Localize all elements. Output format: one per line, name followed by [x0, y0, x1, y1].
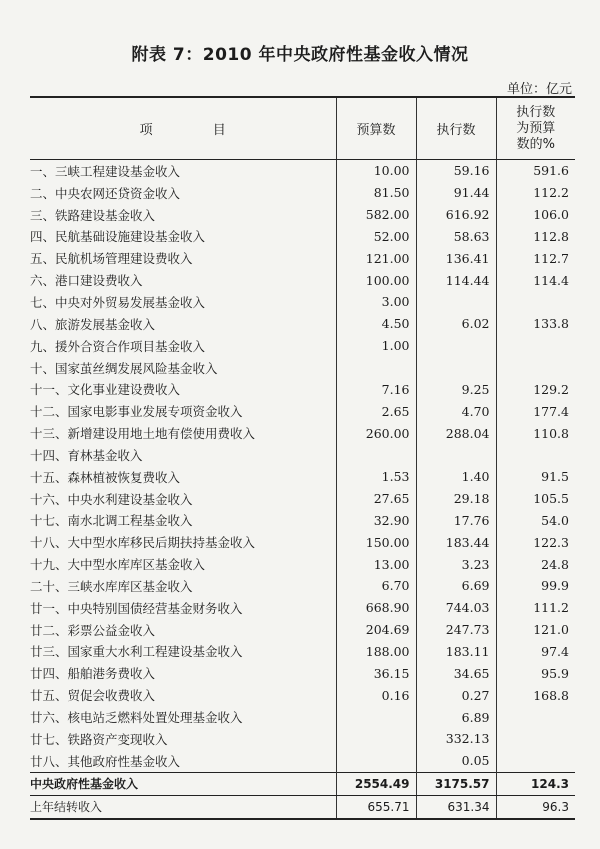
- row-item-label: 廿八、其他政府性基金收入: [30, 753, 181, 769]
- row-budget-value: 2.65: [336, 400, 416, 422]
- table-row: [30, 641, 575, 663]
- row-actual-value: 6.89: [416, 706, 496, 728]
- row-budget-value: 52.00: [336, 226, 416, 248]
- row-ratio-value: 97.4: [496, 641, 575, 663]
- table-row: [30, 684, 575, 706]
- row-item-label: 十三、新增建设用地土地有偿使用费收入: [30, 426, 256, 442]
- row-budget-value: 3.00: [336, 291, 416, 313]
- row-budget-value: [336, 357, 416, 379]
- table-row: [30, 378, 575, 400]
- row-item-label: 廿一、中央特别国债经营基金财务收入: [30, 600, 243, 616]
- column-header-actual: 执行数: [416, 97, 496, 160]
- row-ratio-value: [496, 728, 575, 750]
- table-row: [30, 597, 575, 619]
- table-row: [30, 444, 575, 466]
- row-actual-value: 247.73: [416, 619, 496, 641]
- row-item-label: 七、中央对外贸易发展基金收入: [30, 294, 206, 310]
- row-ratio-value: [496, 444, 575, 466]
- ratio-header-line: 为预算: [516, 120, 556, 136]
- table-row: [30, 422, 575, 444]
- row-ratio-value: 105.5: [496, 488, 575, 510]
- row-ratio-value: 110.8: [496, 422, 575, 444]
- row-ratio-value: 54.0: [496, 510, 575, 532]
- row-budget-value: 10.00: [336, 160, 416, 182]
- row-ratio-value: 133.8: [496, 313, 575, 335]
- row-ratio-value: 177.4: [496, 400, 575, 422]
- row-item-label: 十八、大中型水库移民后期扶持基金收入: [30, 535, 256, 551]
- row-budget-value: 81.50: [336, 182, 416, 204]
- row-budget-value: [336, 750, 416, 772]
- row-ratio-value: 24.8: [496, 553, 575, 575]
- row-budget-value: 32.90: [336, 510, 416, 532]
- row-ratio-value: 129.2: [496, 378, 575, 400]
- carryover-label: 上年结转收入: [30, 795, 336, 819]
- row-ratio-value: 122.3: [496, 531, 575, 553]
- carryover-row: [30, 795, 575, 819]
- row-item-label: 三、铁路建设基金收入: [30, 207, 156, 223]
- row-item-label: 九、援外合资合作项目基金收入: [30, 338, 206, 354]
- row-budget-value: 188.00: [336, 641, 416, 663]
- table-row: [30, 662, 575, 684]
- table-row: [30, 247, 575, 269]
- ratio-header-line: 执行数: [516, 104, 556, 120]
- row-item-label: 十一、文化事业建设费收入: [30, 382, 181, 398]
- row-ratio-value: 168.8: [496, 684, 575, 706]
- row-budget-value: 6.70: [336, 575, 416, 597]
- row-actual-value: [416, 335, 496, 357]
- total-row: [30, 772, 575, 795]
- column-header-ratio: [496, 97, 575, 160]
- row-ratio-value: [496, 291, 575, 313]
- row-budget-value: 7.16: [336, 378, 416, 400]
- row-item-label: 六、港口建设费收入: [30, 273, 143, 289]
- row-actual-value: 616.92: [416, 204, 496, 226]
- table-row: [30, 357, 575, 379]
- row-item-label: 廿五、贸促会收费收入: [30, 688, 156, 704]
- row-actual-value: 4.70: [416, 400, 496, 422]
- row-ratio-value: 591.6: [496, 160, 575, 182]
- table-row: [30, 553, 575, 575]
- row-item-label: 廿四、船舶港务费收入: [30, 666, 156, 682]
- table-row: [30, 226, 575, 248]
- row-actual-value: 0.27: [416, 684, 496, 706]
- row-budget-value: 668.90: [336, 597, 416, 619]
- row-actual-value: 3.23: [416, 553, 496, 575]
- row-item-label: 四、民航基础设施建设基金收入: [30, 229, 206, 245]
- table-row: [30, 750, 575, 772]
- row-ratio-value: [496, 750, 575, 772]
- total-label: 中央政府性基金收入: [30, 772, 336, 795]
- table-row: [30, 182, 575, 204]
- row-item-label: 八、旅游发展基金收入: [30, 316, 156, 332]
- row-budget-value: 582.00: [336, 204, 416, 226]
- row-budget-value: [336, 728, 416, 750]
- row-actual-value: 6.02: [416, 313, 496, 335]
- row-budget-value: [336, 706, 416, 728]
- row-budget-value: 150.00: [336, 531, 416, 553]
- row-budget-value: 1.53: [336, 466, 416, 488]
- table-row: [30, 575, 575, 597]
- table-row: [30, 488, 575, 510]
- row-budget-value: 1.00: [336, 335, 416, 357]
- row-budget-value: 27.65: [336, 488, 416, 510]
- row-actual-value: 91.44: [416, 182, 496, 204]
- table-row: [30, 619, 575, 641]
- row-item-label: 十六、中央水利建设基金收入: [30, 491, 193, 507]
- table-row: [30, 291, 575, 313]
- column-header-item: 项 目: [30, 97, 336, 160]
- total-budget: 2554.49: [336, 772, 416, 795]
- row-actual-value: 183.11: [416, 641, 496, 663]
- row-ratio-value: 106.0: [496, 204, 575, 226]
- row-ratio-value: [496, 335, 575, 357]
- row-actual-value: 58.63: [416, 226, 496, 248]
- row-budget-value: 100.00: [336, 269, 416, 291]
- row-ratio-value: 112.7: [496, 247, 575, 269]
- row-actual-value: 332.13: [416, 728, 496, 750]
- row-budget-value: [336, 444, 416, 466]
- row-budget-value: 36.15: [336, 662, 416, 684]
- row-ratio-value: 95.9: [496, 662, 575, 684]
- row-ratio-value: 112.2: [496, 182, 575, 204]
- row-ratio-value: [496, 357, 575, 379]
- row-actual-value: [416, 291, 496, 313]
- total-actual: 3175.57: [416, 772, 496, 795]
- row-actual-value: 1.40: [416, 466, 496, 488]
- row-budget-value: 204.69: [336, 619, 416, 641]
- row-item-label: 一、三峡工程建设基金收入: [30, 163, 181, 179]
- table-row: [30, 400, 575, 422]
- row-budget-value: 4.50: [336, 313, 416, 335]
- ratio-header-line: 数的%: [516, 136, 555, 152]
- table-row: [30, 313, 575, 335]
- row-actual-value: [416, 444, 496, 466]
- page-title: 附表 7：2010 年中央政府性基金收入情况: [131, 45, 469, 65]
- row-item-label: 廿六、核电站乏燃料处置处理基金收入: [30, 710, 243, 726]
- row-ratio-value: 121.0: [496, 619, 575, 641]
- row-item-label: 二、中央农网还贷资金收入: [30, 185, 181, 201]
- row-ratio-value: [496, 706, 575, 728]
- table-row: [30, 269, 575, 291]
- fund-income-table: [30, 96, 575, 820]
- carryover-actual: 631.34: [416, 795, 496, 819]
- row-item-label: 廿七、铁路资产变现收入: [30, 731, 168, 747]
- row-ratio-value: 91.5: [496, 466, 575, 488]
- row-item-label: 十五、森林植被恢复费收入: [30, 469, 181, 485]
- table-row: [30, 510, 575, 532]
- row-actual-value: 136.41: [416, 247, 496, 269]
- row-item-label: 二十、三峡水库库区基金收入: [30, 578, 193, 594]
- row-actual-value: 59.16: [416, 160, 496, 182]
- row-item-label: 十二、国家电影事业发展专项资金收入: [30, 404, 243, 420]
- row-actual-value: 6.69: [416, 575, 496, 597]
- row-actual-value: 0.05: [416, 750, 496, 772]
- row-item-label: 五、民航机场管理建设费收入: [30, 251, 193, 267]
- table-row: [30, 335, 575, 357]
- row-actual-value: 744.03: [416, 597, 496, 619]
- row-actual-value: 114.44: [416, 269, 496, 291]
- row-budget-value: 260.00: [336, 422, 416, 444]
- row-item-label: 廿三、国家重大水利工程建设基金收入: [30, 644, 243, 660]
- table-row: [30, 531, 575, 553]
- row-item-label: 十九、大中型水库库区基金收入: [30, 557, 206, 573]
- row-item-label: 十四、育林基金收入: [30, 447, 143, 463]
- table-row: [30, 160, 575, 182]
- row-actual-value: 29.18: [416, 488, 496, 510]
- carryover-budget: 655.71: [336, 795, 416, 819]
- row-ratio-value: 99.9: [496, 575, 575, 597]
- column-header-budget: 预算数: [336, 97, 416, 160]
- table-row: [30, 728, 575, 750]
- table-row: [30, 706, 575, 728]
- row-budget-value: 121.00: [336, 247, 416, 269]
- row-item-label: 廿二、彩票公益金收入: [30, 622, 156, 638]
- table-header-row: [30, 97, 575, 160]
- unit-label: 单位：亿元: [506, 82, 572, 97]
- row-actual-value: 183.44: [416, 531, 496, 553]
- row-actual-value: 17.76: [416, 510, 496, 532]
- table-row: [30, 466, 575, 488]
- row-actual-value: [416, 357, 496, 379]
- row-actual-value: 288.04: [416, 422, 496, 444]
- row-ratio-value: 112.8: [496, 226, 575, 248]
- row-actual-value: 9.25: [416, 378, 496, 400]
- row-item-label: 十七、南水北调工程基金收入: [30, 513, 193, 529]
- row-ratio-value: 114.4: [496, 269, 575, 291]
- table-body: [30, 160, 575, 773]
- row-budget-value: 13.00: [336, 553, 416, 575]
- row-budget-value: 0.16: [336, 684, 416, 706]
- table-row: [30, 204, 575, 226]
- total-ratio: 124.3: [496, 772, 575, 795]
- row-ratio-value: 111.2: [496, 597, 575, 619]
- carryover-ratio: 96.3: [496, 795, 575, 819]
- row-actual-value: 34.65: [416, 662, 496, 684]
- row-item-label: 十、国家茧丝绸发展风险基金收入: [30, 360, 218, 376]
